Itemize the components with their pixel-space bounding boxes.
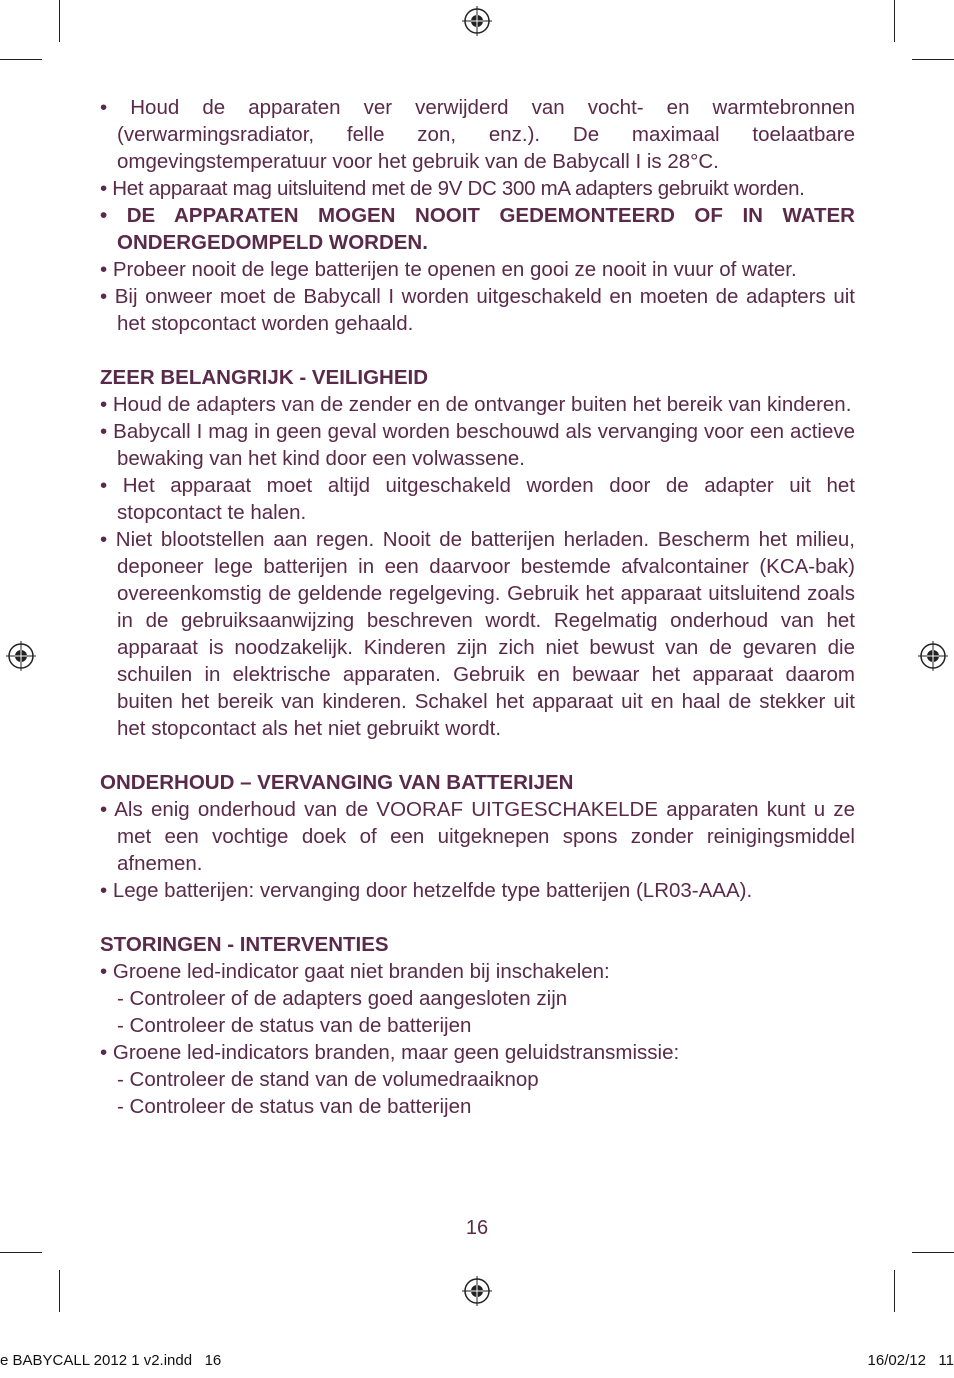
list-item: • Babycall I mag in geen geval worden beschouwd als vervanging voor een actieve bewaking van het kind door een volwassene. (100, 420, 855, 470)
slug-filename: e BABYCALL 2012 1 v2.indd 16 (0, 1352, 222, 1369)
list-item: • Houd de adapters van de zender en de ontvanger buiten het bereik van kinderen. (100, 393, 852, 416)
registration-mark-icon (462, 6, 492, 36)
sub-list-item: - Controleer of de adapters goed aangesloten zijn (117, 987, 568, 1010)
crop-mark (0, 59, 42, 60)
list-item: • Niet blootstellen aan regen. Nooit de batterijen herladen. Bescherm het milieu, deponeer lege batterijen in een daarvoor bestemde afvalcontainer (KCA-bak) overeenkomstig de geldende regelgeving. Gebruik het apparaat uitsluitend zoals in de gebruiksaanwijzing beschreven wordt. Regelmatig onderhoud van het apparaat is noodzakelijk. Kinderen zijn zich niet bewust van de gevaren die schuilen in elektrische apparaten. Gebruik en bewaar het apparaat daarom buiten het bereik van kinderen. Schakel het apparaat uit en haal de stekker uit het stopcontact als het niet gebruikt wordt. (100, 528, 855, 740)
list-item-warning: • DE APPARATEN MOGEN NOOIT GEDEMONTEERD OF IN WATER ONDERGEDOMPELD WORDEN. (100, 204, 855, 254)
page-number: 16 (465, 1217, 489, 1239)
sub-list-item: - Controleer de status van de batterijen (117, 1095, 472, 1118)
registration-mark-icon (462, 1276, 492, 1306)
sub-list-item: - Controleer de stand van de volumedraaiknop (117, 1068, 539, 1091)
section-heading-safety: ZEER BELANGRIJK - VEILIGHEID (100, 366, 429, 389)
crop-mark (912, 1252, 954, 1253)
section-heading-maintenance: ONDERHOUD – VERVANGING VAN BATTERIJEN (100, 771, 574, 794)
crop-mark (912, 59, 954, 60)
registration-mark-icon (918, 641, 948, 671)
list-item: • Het apparaat moet altijd uitgeschakeld worden door de adapter uit het stopcontact te halen. (100, 474, 855, 524)
crop-mark (0, 1252, 42, 1253)
crop-mark (894, 0, 895, 42)
section-heading-faults: STORINGEN - INTERVENTIES (100, 933, 389, 956)
crop-mark (59, 1270, 60, 1312)
crop-mark (894, 1270, 895, 1312)
sub-list-item: - Controleer de status van de batterijen (117, 1014, 472, 1037)
list-item: • Groene led-indicator gaat niet branden bij inschakelen: (100, 960, 610, 983)
list-item: • Groene led-indicators branden, maar geen geluidstransmissie: (100, 1041, 680, 1064)
list-item: • Bij onweer moet de Babycall I worden uitgeschakeld en moeten de adapters uit het stopcontact worden gehaald. (100, 285, 855, 335)
list-item: • Lege batterijen: vervanging door hetzelfde type batterijen (LR03-AAA). (100, 879, 753, 902)
list-item: • Het apparaat mag uitsluitend met de 9V DC 300 mA adapters gebruikt worden. (100, 177, 805, 200)
list-item: • Probeer nooit de lege batterijen te openen en gooi ze nooit in vuur of water. (100, 258, 797, 281)
registration-mark-icon (6, 641, 36, 671)
page-content (100, 94, 855, 1120)
list-item: • Houd de apparaten ver verwijderd van vocht- en warmtebronnen (verwarmingsradiator, felle zon, enz.). De maximaal toelaatbare omgevingstemperatuur voor het gebruik van de Babycall I is 28°C. (100, 96, 855, 173)
list-item: • Als enig onderhoud van de VOORAF UITGESCHAKELDE apparaten kunt u ze met een vochtige doek of een uitgeknepen spons zonder reinigingsmiddel afnemen. (100, 798, 855, 875)
slug-date: 16/02/12 11 (867, 1352, 954, 1369)
crop-mark (59, 0, 60, 42)
